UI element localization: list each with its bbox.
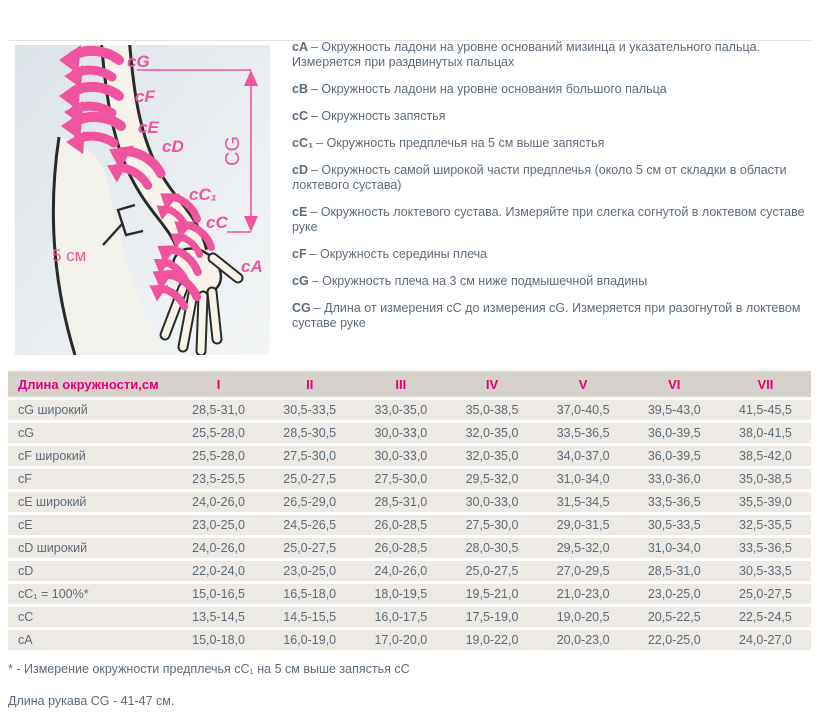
cell: 14,5-15,5 <box>283 610 337 624</box>
cell: 25,0-27,5 <box>739 587 792 601</box>
cell: 24,0-26,0 <box>192 495 245 509</box>
description-cg-label: cG <box>292 274 309 288</box>
cell: 19,0-22,0 <box>465 633 519 647</box>
cell: 23,0-25,0 <box>192 518 245 532</box>
cell: 24,0-26,0 <box>192 541 245 555</box>
cell: 15,0-18,0 <box>192 633 245 647</box>
cell: 37,0-40,5 <box>556 403 610 417</box>
description-cc <box>292 109 814 124</box>
cell: 28,5-31,0 <box>192 403 245 417</box>
column-header-i: I <box>216 376 221 392</box>
size-table <box>8 371 811 653</box>
cell: 24,0-27,0 <box>739 633 792 647</box>
cell: 31,0-34,0 <box>647 541 701 555</box>
table-header-label: Длина окружности,см <box>18 376 159 392</box>
row-label: cG широкий <box>18 403 88 417</box>
description-cc-text: – Окружность запястья <box>310 109 446 123</box>
cell: 25,5-28,0 <box>192 426 245 440</box>
description-cg <box>292 274 814 289</box>
table-row <box>8 607 811 627</box>
description-ce-label: cE <box>292 205 308 219</box>
column-header-v: V <box>578 376 588 392</box>
footnote-sleeve-length: Длина рукава CG - 41-47 см. <box>8 694 175 708</box>
cell: 13,5-14,5 <box>192 610 245 624</box>
row-label: cD <box>18 564 34 578</box>
cell: 33,0-36,0 <box>647 472 701 486</box>
label-cc: cC <box>206 213 228 232</box>
cell: 30,5-33,5 <box>647 518 701 532</box>
table-row <box>8 400 811 420</box>
cell: 32,0-35,0 <box>465 449 519 463</box>
row-label: cF широкий <box>18 449 86 463</box>
cell: 22,5-24,5 <box>739 610 792 624</box>
cell: 23,5-25,5 <box>192 472 245 486</box>
table-row <box>8 446 811 466</box>
cell: 27,5-30,0 <box>374 472 428 486</box>
cell: 28,5-31,0 <box>647 564 701 578</box>
cell: 36,0-39,5 <box>647 426 701 440</box>
cell: 28,0-30,5 <box>465 541 519 555</box>
table-row <box>8 584 811 604</box>
description-cg-length-label: CG <box>292 301 311 315</box>
description-ca <box>292 40 814 70</box>
cell: 23,0-25,0 <box>647 587 701 601</box>
cell: 33,5-36,5 <box>647 495 701 509</box>
cell: 30,0-33,0 <box>465 495 519 509</box>
cell: 33,5-36,5 <box>556 426 610 440</box>
description-cc1 <box>292 136 814 151</box>
table-row <box>8 561 811 581</box>
description-cg-text: – Окружность плеча на 3 см ниже подмышечной впадины <box>311 274 648 288</box>
cell: 28,5-31,0 <box>374 495 428 509</box>
arm-measurement-diagram <box>15 45 270 355</box>
description-cd-label: cD <box>292 163 308 177</box>
cell: 25,5-28,0 <box>192 449 245 463</box>
row-label: cE широкий <box>18 495 87 509</box>
cell: 16,0-19,0 <box>283 633 337 647</box>
cell: 27,5-30,0 <box>465 518 519 532</box>
cell: 19,5-21,0 <box>465 587 519 601</box>
column-header-ii: II <box>306 376 314 392</box>
description-cg-length <box>292 301 814 331</box>
cell: 35,0-38,5 <box>739 472 792 486</box>
label-ce: cE <box>138 118 159 137</box>
description-cd-text: – Окружность самой широкой части предплечья (около 5 см от складки в области локтевого сустава) <box>292 163 787 192</box>
cell: 33,5-36,5 <box>739 541 792 555</box>
cell: 35,5-39,0 <box>739 495 792 509</box>
cell: 19,0-20,5 <box>556 610 610 624</box>
label-5cm: 5 см <box>52 246 87 265</box>
row-label: cF <box>18 472 32 486</box>
label-cg-length: CG <box>222 136 244 166</box>
description-cf-text: – Окружность середины плеча <box>309 247 488 261</box>
cell: 16,5-18,0 <box>283 587 337 601</box>
description-ce <box>292 205 814 235</box>
row-label: cG <box>18 426 34 440</box>
cell: 17,5-19,0 <box>465 610 519 624</box>
label-cf: cF <box>135 87 155 106</box>
cell: 25,0-27,5 <box>283 472 337 486</box>
description-cb-text: – Окружность ладони на уровне основания большого пальца <box>310 82 667 96</box>
row-label: cC₁ = 100%* <box>18 587 89 601</box>
cell: 35,0-38,5 <box>465 403 519 417</box>
cell: 17,0-20,0 <box>374 633 428 647</box>
cell: 29,5-32,0 <box>465 472 519 486</box>
table-row <box>8 515 811 535</box>
cell: 15,0-16,5 <box>192 587 245 601</box>
row-label: cE <box>18 518 33 532</box>
cell: 27,5-30,0 <box>283 449 337 463</box>
measurement-descriptions <box>292 40 814 343</box>
column-header-vi: VI <box>668 376 681 392</box>
description-cc-label: cC <box>292 109 308 123</box>
description-ce-text: – Окружность локтевого сустава. Измеряйте при слегка согнутой в локтевом суставе руке <box>292 205 805 234</box>
cell: 31,0-34,0 <box>556 472 610 486</box>
description-ca-text: – Окружность ладони на уровне оснований мизинца и указательного пальца. Измеряется при раздвинутых пальцах <box>292 40 761 69</box>
table-row <box>8 423 811 443</box>
table-row <box>8 469 811 489</box>
cell: 23,0-25,0 <box>283 564 337 578</box>
cell: 39,5-43,0 <box>647 403 701 417</box>
cell: 28,5-30,5 <box>283 426 337 440</box>
cell: 20,5-22,5 <box>647 610 701 624</box>
table-header-row <box>8 371 811 397</box>
cell: 29,5-32,0 <box>556 541 610 555</box>
row-label: cC <box>18 610 34 624</box>
table-row <box>8 630 811 650</box>
description-cf-label: cF <box>292 247 307 261</box>
label-ca: cA <box>241 257 263 276</box>
cell: 25,0-27,5 <box>465 564 519 578</box>
cell: 22,0-24,0 <box>192 564 245 578</box>
description-cf <box>292 247 814 262</box>
cell: 24,0-26,0 <box>374 564 428 578</box>
cell: 21,0-23,0 <box>556 587 610 601</box>
cell: 26,0-28,5 <box>374 518 428 532</box>
table-row <box>8 492 811 512</box>
footnote-asterisk: * - Измерение окружности предплечья cC₁ на 5 см выше запястья cC <box>8 662 410 676</box>
cell: 26,0-28,5 <box>374 541 428 555</box>
cell: 38,5-42,0 <box>739 449 792 463</box>
cell: 41,5-45,5 <box>739 403 792 417</box>
description-cc1-label: cC₁ <box>292 136 314 150</box>
arm-diagram-svg <box>15 45 270 355</box>
column-header-iii: III <box>395 376 407 392</box>
cell: 20,0-23,0 <box>556 633 610 647</box>
description-cb-label: cB <box>292 82 308 96</box>
description-cb <box>292 82 814 97</box>
cell: 30,5-33,5 <box>739 564 792 578</box>
description-ca-label: cA <box>292 40 308 54</box>
column-header-vii: VII <box>757 376 774 392</box>
cell: 34,0-37,0 <box>556 449 610 463</box>
cell: 36,0-39,5 <box>647 449 701 463</box>
column-header-iv: IV <box>485 376 499 392</box>
cell: 32,0-35,0 <box>465 426 519 440</box>
label-cd: cD <box>162 137 184 156</box>
description-cd <box>292 163 814 193</box>
cell: 33,0-35,0 <box>374 403 428 417</box>
cell: 30,0-33,0 <box>374 426 428 440</box>
cell: 25,0-27,5 <box>283 541 337 555</box>
cell: 30,5-33,5 <box>283 403 337 417</box>
cell: 27,0-29,5 <box>556 564 610 578</box>
cell: 22,0-25,0 <box>647 633 701 647</box>
cell: 24,5-26,5 <box>283 518 337 532</box>
row-label: cA <box>18 633 33 647</box>
description-cc1-text: – Окружность предплечья на 5 см выше запястья <box>316 136 605 150</box>
cell: 16,0-17,5 <box>374 610 428 624</box>
cell: 30,0-33,0 <box>374 449 428 463</box>
cell: 32,5-35,5 <box>739 518 792 532</box>
label-cg: cG <box>127 52 150 71</box>
cell: 29,0-31,5 <box>556 518 610 532</box>
row-label: cD широкий <box>18 541 88 555</box>
label-cc1: cC₁ <box>189 185 217 204</box>
cell: 18,0-19,5 <box>374 587 428 601</box>
cell: 26,5-29,0 <box>283 495 337 509</box>
table-row <box>8 538 811 558</box>
description-cg-length-text: – Длина от измерения cC до измерения cG. Измеряется при разогнутой в локтевом суставе руке <box>292 301 801 330</box>
cell: 38,0-41,5 <box>739 426 792 440</box>
cell: 31,5-34,5 <box>556 495 610 509</box>
